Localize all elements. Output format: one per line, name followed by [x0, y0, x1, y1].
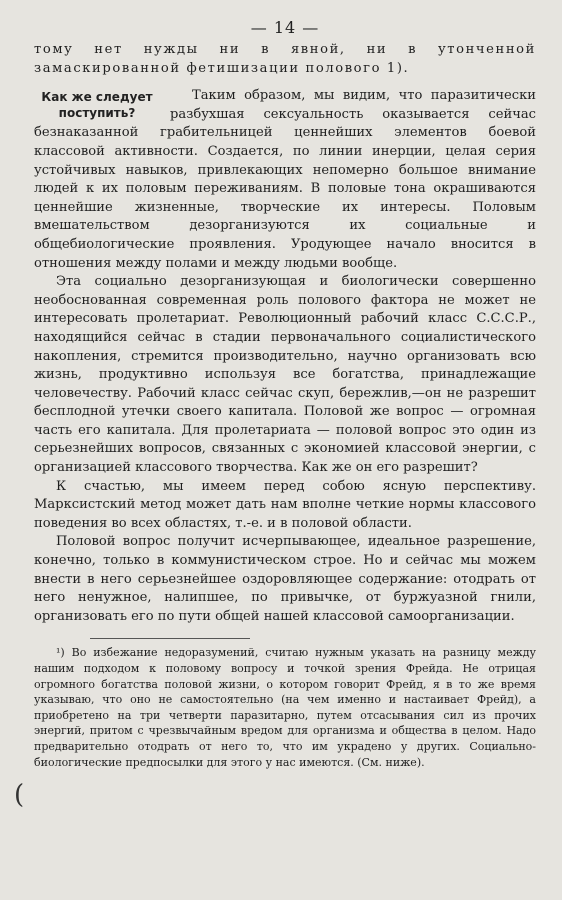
- paragraph-3: К счастью, мы имеем перед собою ясную перспективу. Марксистский метод может дать нам вполне четкие нормы классового поведения во всех областях, т.-е. и в половой области.: [34, 478, 536, 531]
- footnote-separator: [90, 638, 250, 639]
- margin-heading-line-1: Как же следует: [41, 90, 153, 105]
- spacer: [34, 78, 536, 87]
- handwritten-margin-mark: (: [14, 780, 25, 810]
- margin-heading: [34, 89, 160, 121]
- page-number: — 14 —: [250, 18, 320, 37]
- paragraph-4: Половой вопрос получит исчерпывающее, идеальное разрешение, конечно, только в коммунистическом строе. Но и сейчас мы можем внести в него серьезнейшее оздоровляющее содержание: отодрать от него ненужное, налипшее, по привычке, от буржуазной гнили, организовать его по пути общей нашей классовой самоорганизации.: [34, 534, 536, 624]
- opening-text: [34, 41, 536, 78]
- margin-heading-line-2: поступить?: [58, 106, 136, 121]
- paragraph-2: Эта социально дезорганизующая и биологически совершенно необоснованная современная роль полового фактора не может не интересовать пролетариат. Революционный рабочий класс С.С.С.Р., находящийся сейчас в стадии первоначального социалистического накопления, стремится производительно, научно организовать всю жизнь, продуктивно используя все богатства, принадлежащие человечеству. Рабочий класс сейчас скуп, бережлив,—он не разрешит бесплодной утечки своего капитала. Половой же вопрос — огромная часть его капитала. Для пролетариата — половой вопрос это один из серьезнейших вопросов, связанных с экономией классовой энергии, с организацией классового творчества. Как же он его разрешит?: [34, 274, 536, 476]
- footnote-reference: 1).: [386, 60, 410, 76]
- footnote: ¹) Во избежание недоразумений, считаю нужным указать на разницу между нашим подходом к половому вопросу и точкой зрения Фрейда. Не отрицая огромного богатства половой жизни, о котором говорит Фрейд, я в то же время указываю, что оно не самостоятельно (на чем именно и настаивает Фрейд), а приобретено на три четверти паразитарно, путем отсасывания сил из прочих энергий, притом с чрезвычайным вредом для организма и общества в целом. Надо предварительно отодрать от него то, что им украдено у других. Социально-биологические предпосылки для этого у нас имеются. (См. ниже).: [34, 646, 536, 769]
- opening-text-body: тому нет нужды ни в явной, ни в утонченной замаскированной фетишизации полового: [34, 42, 536, 76]
- paragraph-1: Таким образом, мы видим, что паразитически разбухшая сексуальность оказывается сейчас безнаказанной грабительницей ценнейших элементов боевой классовой активности. Создается, по линии инерции, целая серия устойчивых навыков, привлекающих непомерно большое внимание людей к их половым переживаниям. В половые тона окрашиваются ценнейшие жизненные, творческие их интересы. Половым вмешательством дезорганизуются их социальные и общебиологические проявления. Уродующее начало вносится в отношения между полами и между людьми вообще.: [34, 88, 536, 271]
